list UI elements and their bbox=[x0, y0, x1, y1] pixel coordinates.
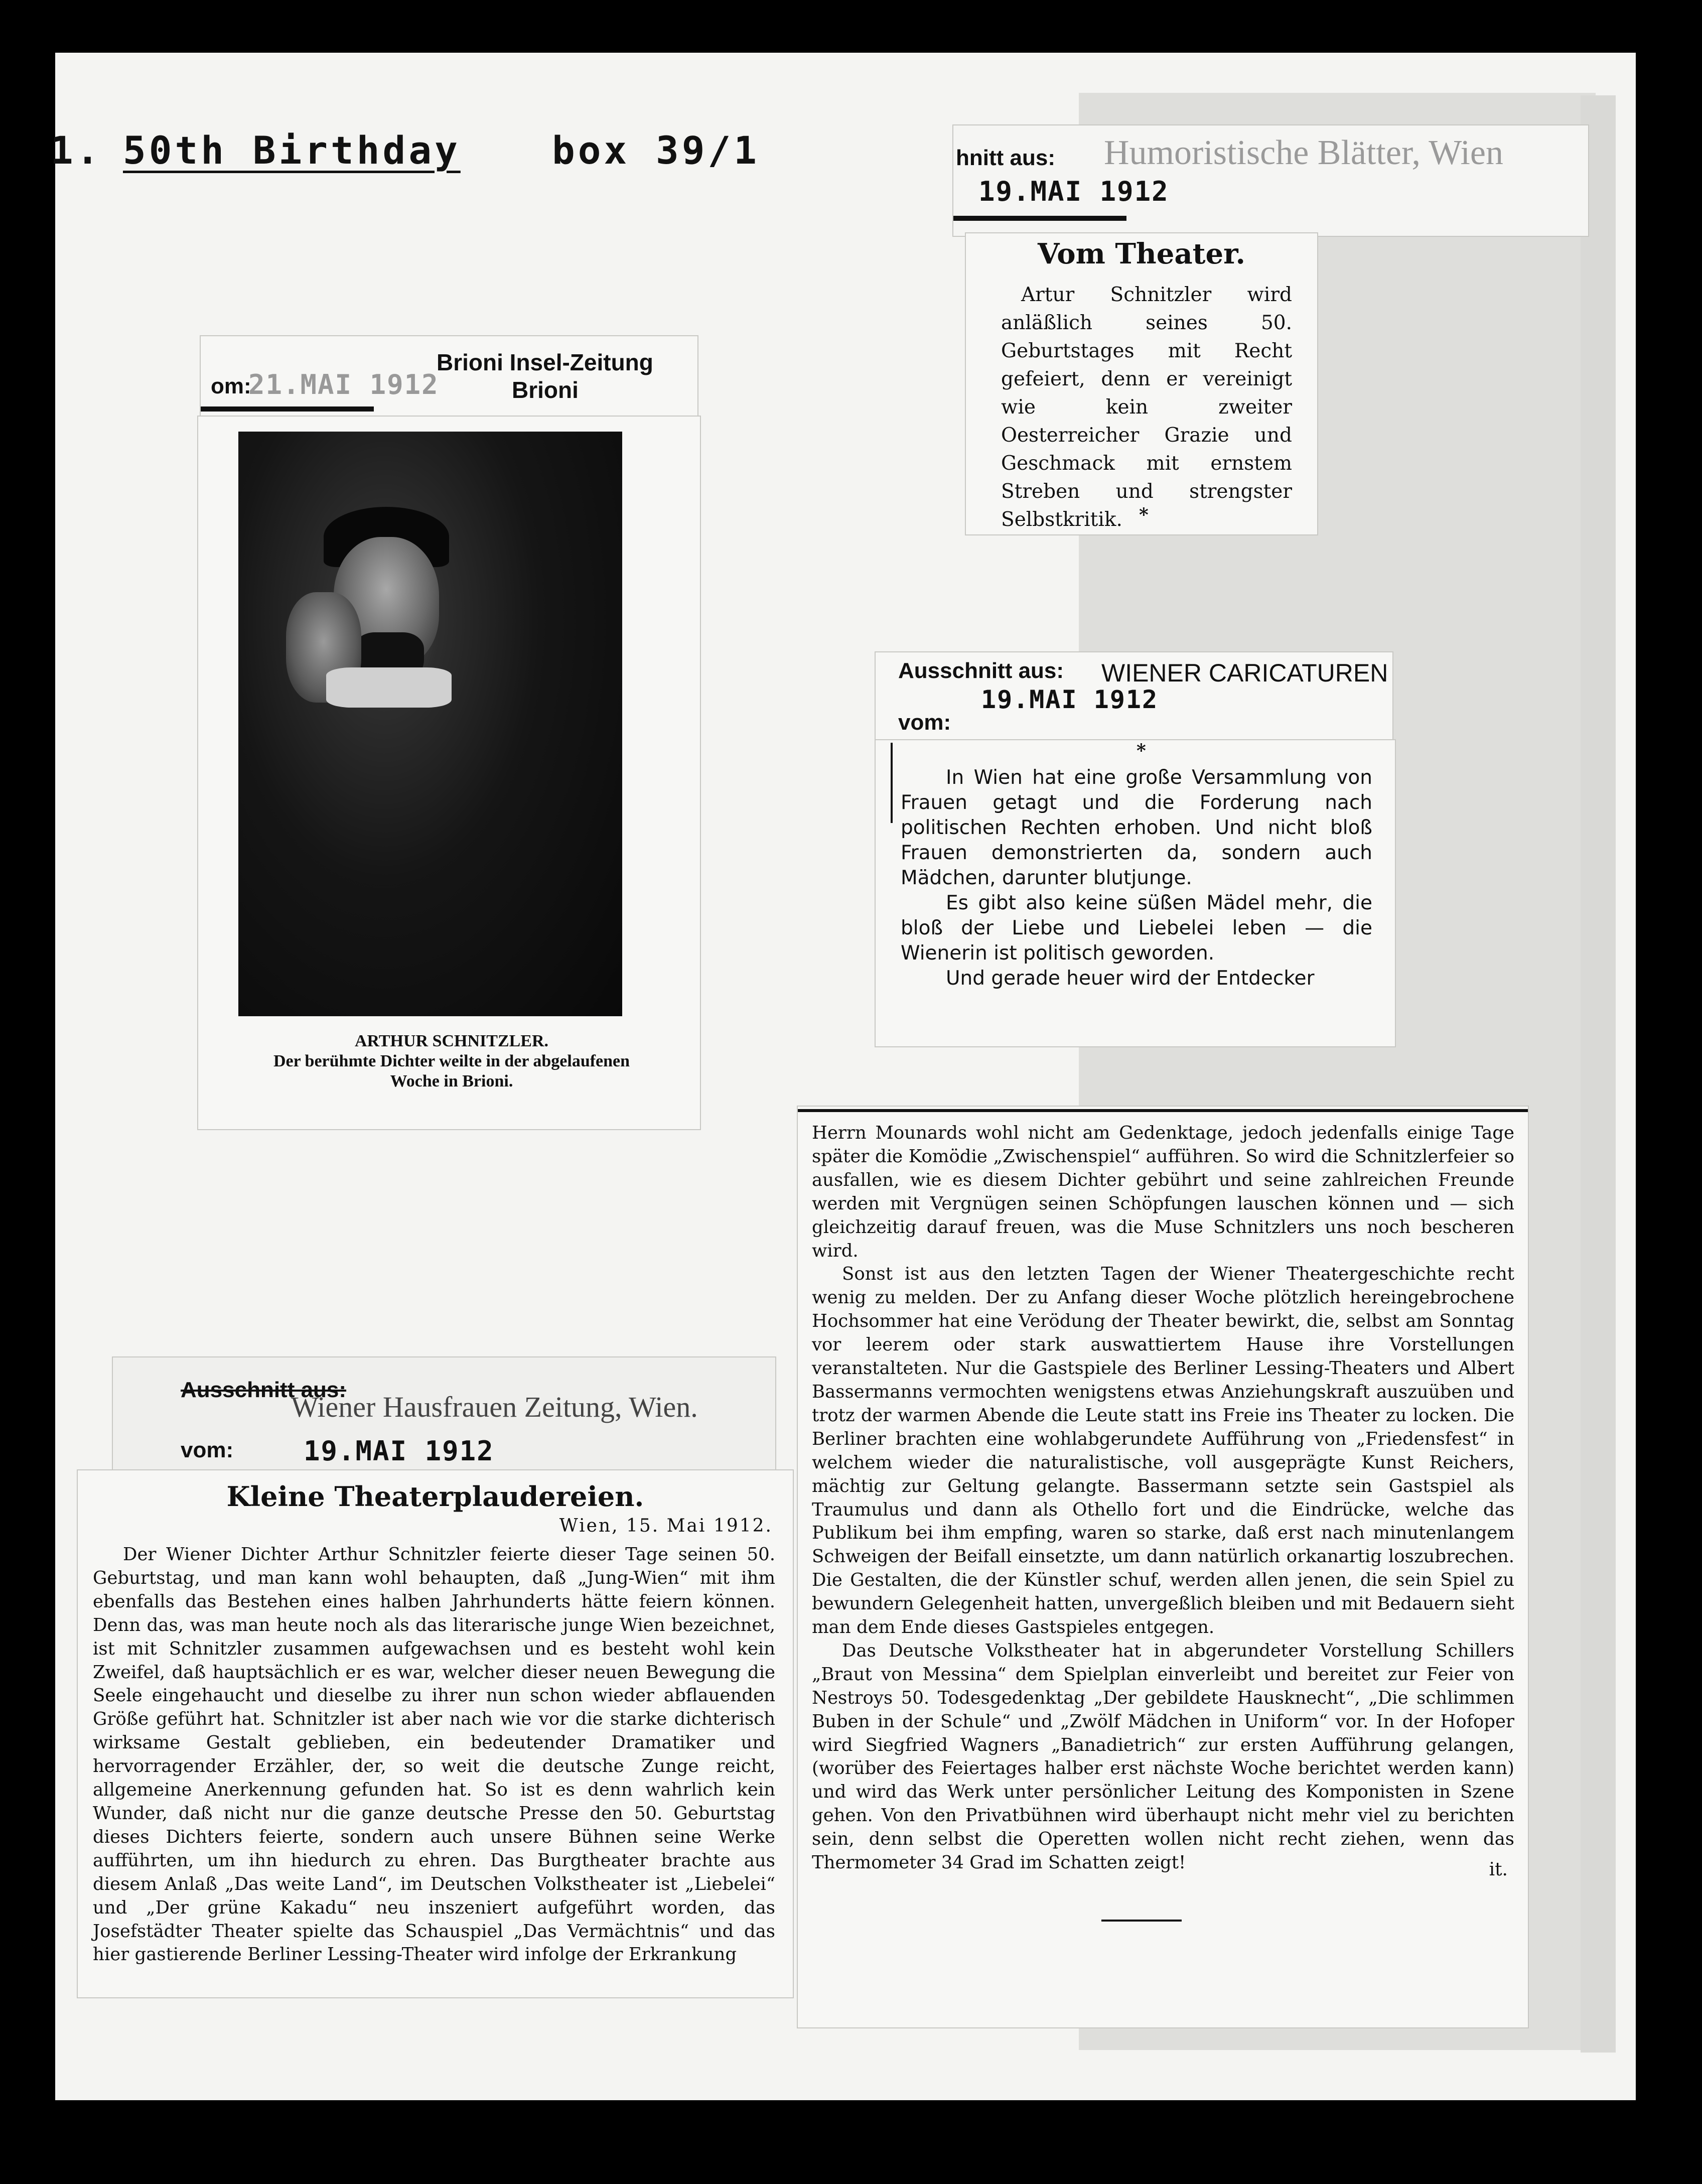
stamp-date: 19.MAI 1912 bbox=[981, 685, 1159, 714]
stamp-source: Humoristische Blätter, Wien bbox=[1104, 133, 1503, 172]
stamp-source: WIENER CARICATUREN bbox=[1101, 659, 1388, 687]
stamp-rule bbox=[953, 216, 1126, 221]
paragraph: Es gibt also keine süßen Mädel mehr, die bloß der Liebe und Liebelei leben — die Wienerin ist politisch geworden. bbox=[901, 892, 1372, 965]
article-text bbox=[901, 765, 1372, 991]
clipping-caricaturen-stamp bbox=[876, 652, 1392, 750]
column-top-rule bbox=[798, 1109, 1528, 1112]
clipping-caricaturen-text bbox=[876, 740, 1395, 1046]
portrait-photo bbox=[238, 432, 622, 1016]
stamp-label: hnitt aus: bbox=[956, 146, 1055, 170]
end-rule bbox=[1101, 1920, 1182, 1922]
stamp-source-place: Brioni bbox=[512, 377, 579, 403]
photo-caption-line: Der berühmte Dichter weilte in der abgelaufenen bbox=[273, 1052, 630, 1070]
signature: it. bbox=[1489, 1859, 1508, 1880]
paragraph: Der Wiener Dichter Arthur Schnitzler feierte dieser Tage seinen 50. Geburtstag, und man kann wohl behaupten, daß „Jung-Wien“ mit ihm ebenfalls das Bestehen eines halben Jahrhunderts hätte feiern können. Denn das, was man heute noch als das literarische junge Wien bezeichnet, ist mit Schnitzler zusammen aufgewachsen und es besteht wohl kein Zweifel, daß hauptsächlich er es war, welcher dieser neuen Bewegung die Seele eingehaucht und dieselbe zu ihrer nun schon wieder abflauenden Größe geführt hat. Schnitzler ist aber nach wie vor die starke dichterisch wirksame Gestalt geblieben, ein bedeutender Dramatiker und hervorragender Erzähler, der, so weit die deutsche Zunge reicht, allgemeine Anerkennung gefunden hat. So ist es denn wahrlich kein Wunder, daß nicht nur die ganze deutsche Presse den 50. Geburtstag dieses Dichters feierte, sondern auch unsere Bühnen seine Werke aufführten, um ihn hiedurch zu ehren. Das Burgtheater brachte aus diesem Anlaß „Das weite Land“, im Deutschen Volkstheater ist „Liebelei“ und „Der grüne Kakadu“ neu inszeniert aufgeführt worden, das Josefstädter Theater spielte das Schauspiel „Das Vermächtnis“ und das hier gastierende Berliner Lessing-Theater wird infolge der Erkrankung bbox=[93, 1544, 775, 1965]
stamp-label: Ausschnitt aus: bbox=[898, 658, 1064, 683]
mounting-board-edge bbox=[1581, 95, 1616, 2053]
stamp-vom: vom: bbox=[181, 1438, 234, 1462]
article-text bbox=[93, 1543, 775, 1967]
stamp-date: 19.MAI 1912 bbox=[304, 1435, 494, 1467]
article-dateline: Wien, 15. Mai 1912. bbox=[559, 1516, 773, 1536]
paragraph: Herrn Mounards wohl nicht am Gedenktage, jedoch jedenfalls einige Tage später die Komödie „Zwischenspiel“ aufführen. So wird die Schnitzlerfeier so ausfallen, wie es diesem Dichter gebührt und seine zahlreichen Freunde werden mit Vergnügen seinen Schöpfungen lauschen können und — sich gleichzeitig darauf freuen, was die Muse Schnitzlers uns noch bescheren wird. bbox=[812, 1123, 1514, 1261]
box-label: box 39/1 bbox=[552, 128, 760, 173]
article-text bbox=[1001, 281, 1292, 534]
clipping-theaterplaudereien bbox=[78, 1470, 793, 1997]
clipping-continuation bbox=[798, 1107, 1528, 2027]
article-title: Kleine Theaterplaudereien. bbox=[226, 1480, 644, 1513]
clipping-vom-theater bbox=[966, 233, 1317, 534]
paragraph: Das Deutsche Volkstheater hat in abgerundeter Vorstellung Schillers „Braut von Messina“ dem Spielplan einverleibt und bereitet zur Feier von Nestroys 50. Todesgedenktag „Der gebildete Hausknecht“, „Die schlimmen Buben in der Schule“ und „Zwölf Mädchen in Uniform“ vor. In der Hofoper wird Siegfried Wagners „Banadietrich“ zur ersten Aufführung gelangen, (worüber des Feiertages halber erst nächste Woche berichtet werden kann) und wird das Werk unter persönlicher Leitung des Komponisten in Szene gehen. Von den Privatbühnen wird überhaupt nicht mehr viel zu berichten sein, denn selbst die Operetten wollen nicht recht ziehen, wenn das Thermometer 34 Grad im Schatten zeigt! bbox=[812, 1640, 1514, 1873]
stamp-source-name: Brioni Insel-Zeitung bbox=[437, 349, 653, 375]
portrait-collar bbox=[326, 667, 452, 708]
clipping-hausfrauen-stamp bbox=[113, 1357, 775, 1470]
stamp-date: 21.MAI 1912 bbox=[248, 369, 439, 400]
paragraph: Artur Schnitzler wird anläßlich seines 50. Geburtstages mit Recht gefeiert, denn er vereinigt wie kein zweiter Oesterreicher Grazie und Geschmack mit ernstem Streben und strengster Selbstkritik. bbox=[1001, 284, 1292, 531]
folder-title: 50th Birthday bbox=[123, 128, 461, 173]
paragraph: In Wien hat eine große Versammlung von Frauen getagt und die Forderung nach politischen Rechten erhoben. Und nicht bloß Frauen demonstrierten da, sondern auch Mädchen, darunter blutjunge. bbox=[901, 766, 1372, 889]
photo-caption-name: ARTHUR SCHNITZLER. bbox=[354, 1032, 549, 1050]
separator-star: * bbox=[1139, 504, 1149, 525]
paragraph: Und gerade heuer wird der Entdecker bbox=[946, 967, 1315, 990]
pen-mark bbox=[891, 743, 893, 823]
stamp-source: Wiener Hausfrauen Zeitung, Wien. bbox=[291, 1391, 698, 1423]
article-title: Vom Theater. bbox=[1037, 237, 1246, 270]
clipping-brioni-stamp bbox=[201, 336, 697, 419]
stamp-label: Ausschnitt aus: bbox=[181, 1378, 347, 1402]
paragraph: Sonst ist aus den letzten Tagen der Wiener Theatergeschichte recht wenig zu melden. Der zu Anfang dieser Woche plötzlich hereingebrochene Hochsommer hat eine Verödung der Theater bewirkt, die, selbst am Sonntag vor leerem oder stark auswattiertem Hause ihre Vorstellungen veranstalteten. Nur die Gastspiele des Berliner Lessing-Theaters und Albert Bassermanns vermochten wenigstens etwas Anziehungskraft auszuüben und trotz der warmen Abende die Leute statt ins Freie ins Theater zu locken. Die Berliner brachten eine wohlabgerundete Aufführung von „Friedensfest“ in welchem wieder die naturalistische, voll ausgeprägte Kunst Reichers, mächtig zur Geltung gelangte. Bassermann setzte sein Gastspiel als Traumulus und dann als Othello fort und die Eindrücke, welche das Publikum bei ihm empfing, waren so starke, daß erst nach minutenlangem Schweigen der Beifall einsetzte, um dann natürlich orkanartig loszubrechen. Die Gestalten, die der Künstler schuf, werden allen jenen, die sein Spiel zu bewundern Gelegenheit hatten, unvergeßlich bleiben und mit Bedauern sieht man dem Ende dieses Gastspieles entgegen. bbox=[812, 1264, 1514, 1638]
stamp-date: 19.MAI 1912 bbox=[978, 176, 1169, 207]
photo-caption-line: Woche in Brioni. bbox=[390, 1072, 513, 1090]
stamp-label: om: bbox=[211, 374, 251, 398]
article-text bbox=[812, 1122, 1514, 1875]
clipping-humoristische-stamp bbox=[953, 125, 1588, 236]
separator-star: * bbox=[1137, 740, 1146, 761]
stamp-vom: vom: bbox=[898, 710, 951, 735]
item-number: 1. bbox=[50, 128, 102, 173]
stamp-rule bbox=[201, 406, 374, 412]
